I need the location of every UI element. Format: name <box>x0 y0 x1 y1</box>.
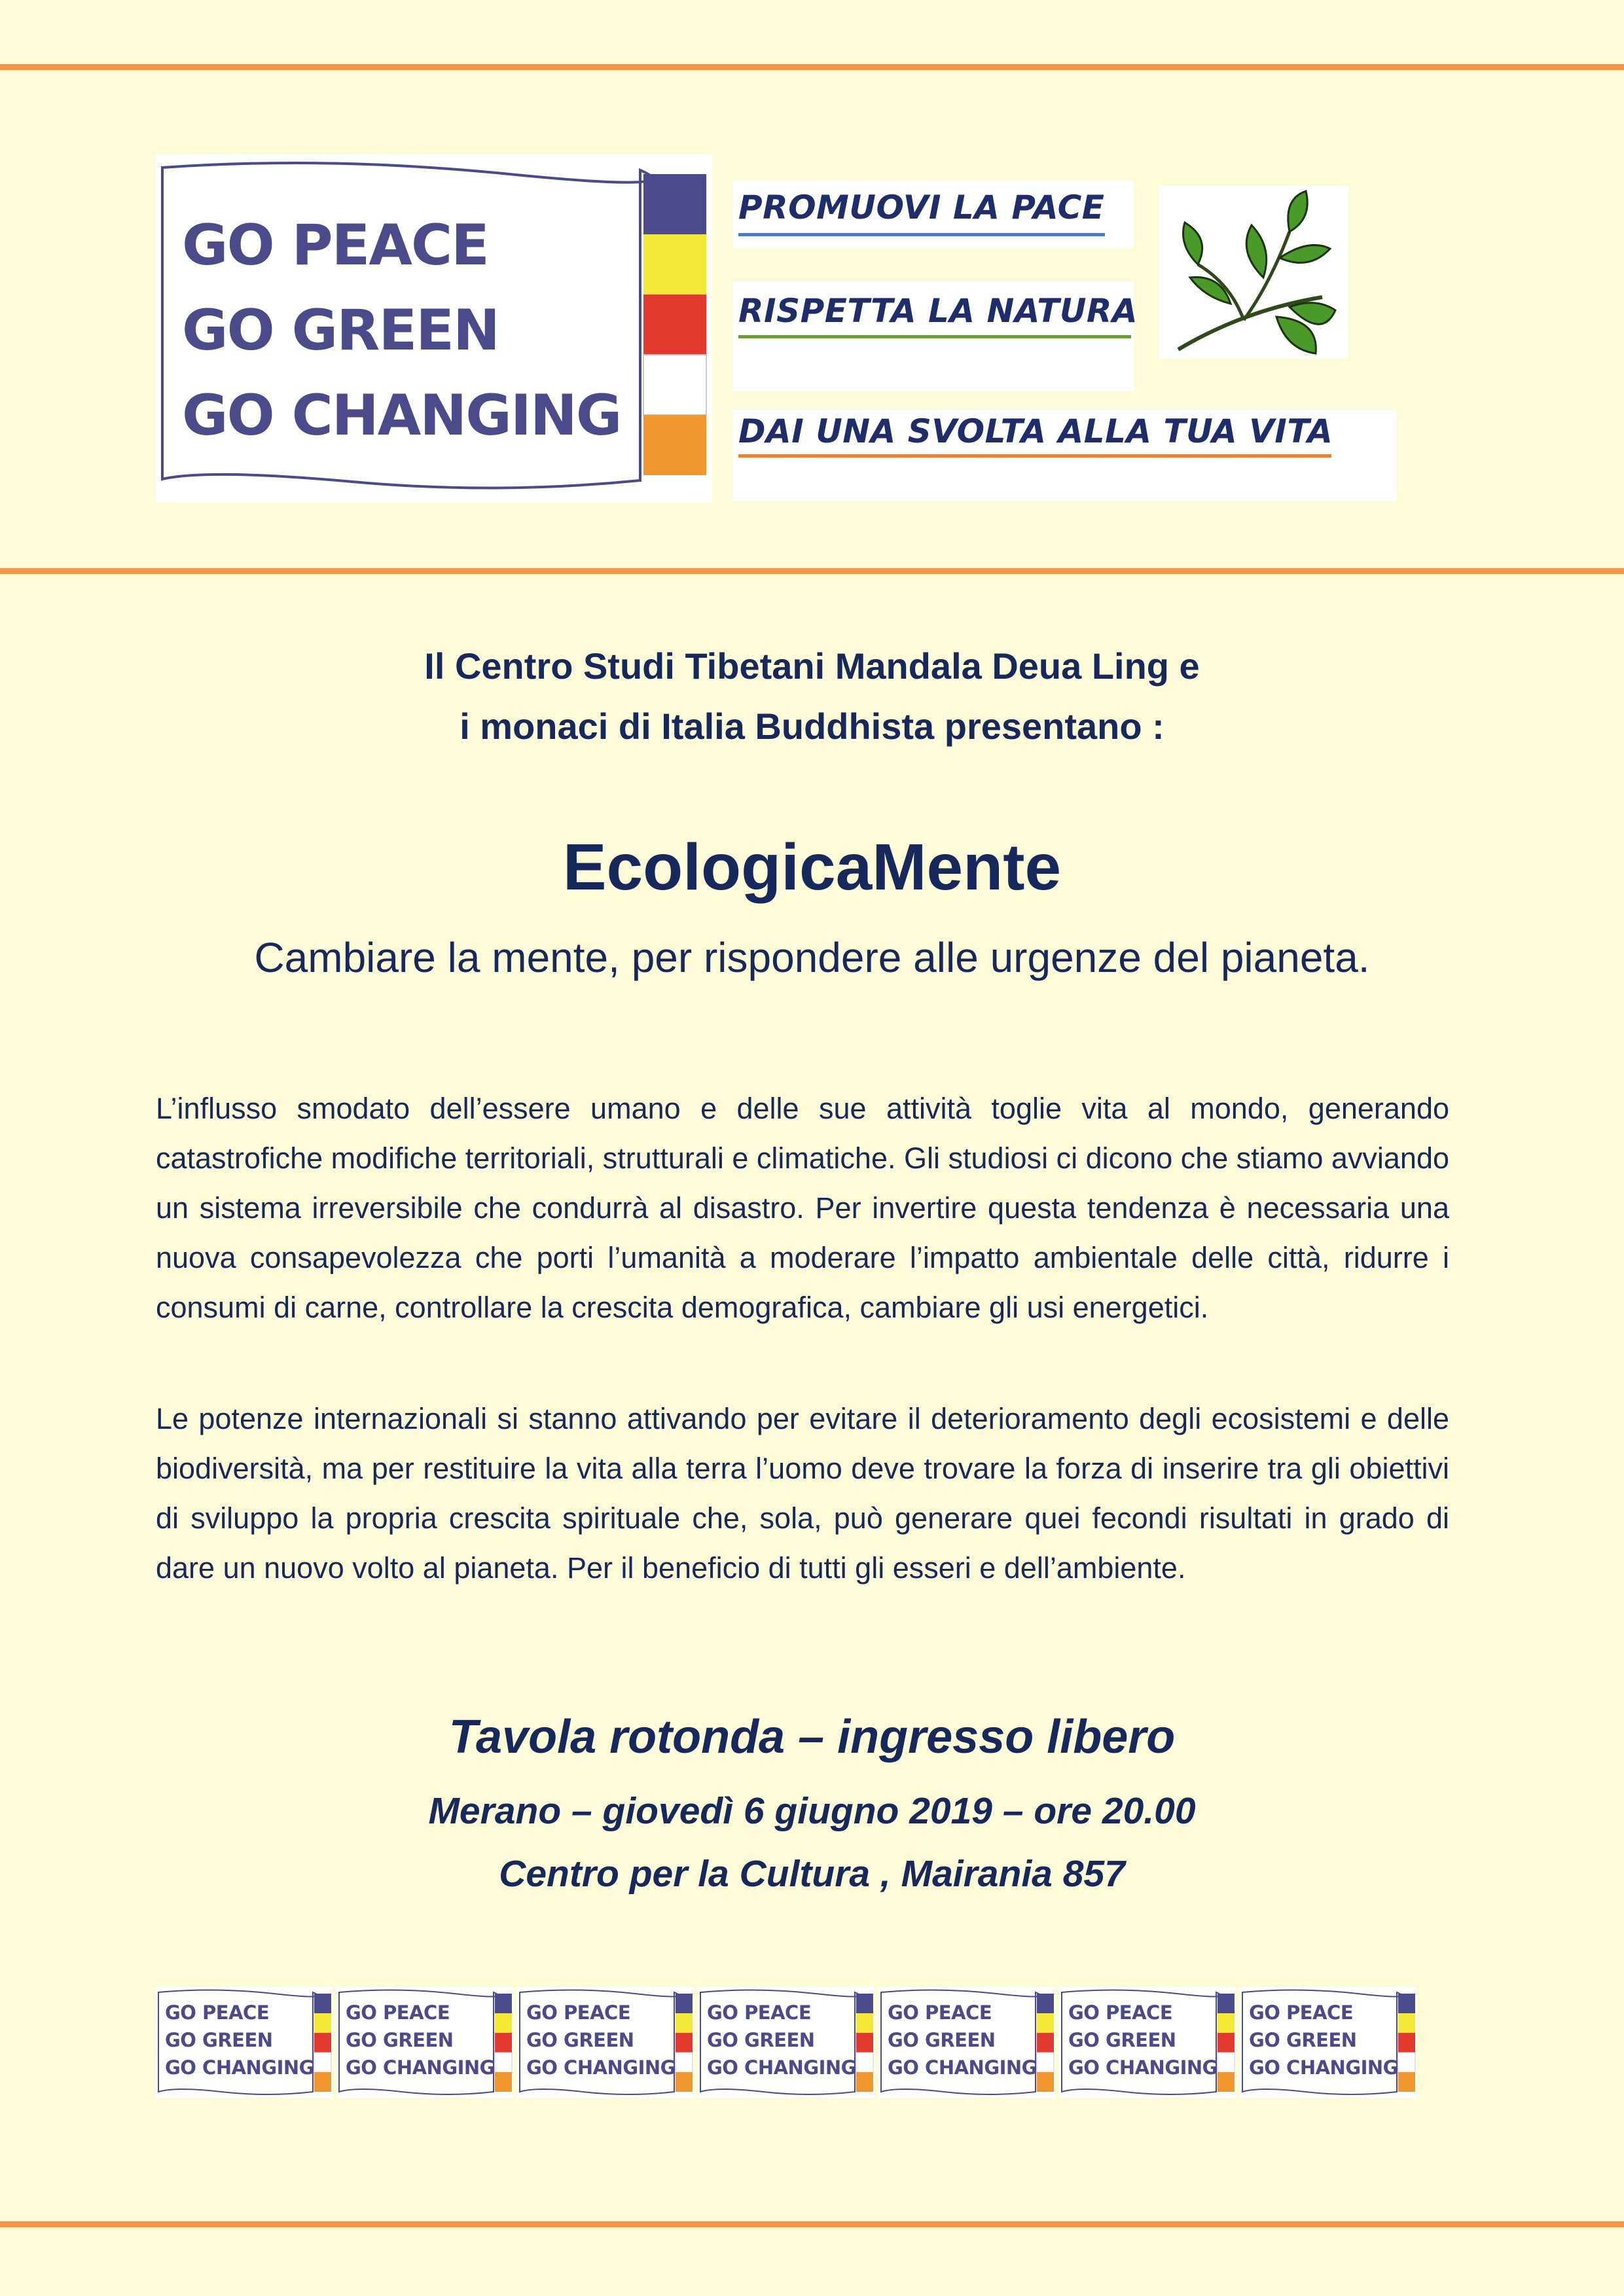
event-headline: Tavola rotonda – ingresso libero <box>448 1711 1176 1763</box>
page-subtitle: Cambiare la mente, per rispondere alle urgenze del pianeta. <box>254 934 1370 981</box>
mini-logo-line: GO CHANGING <box>1249 2056 1398 2079</box>
top-rule <box>0 64 1624 70</box>
mini-logo-line: GO GREEN <box>526 2029 634 2051</box>
mini-logo-line: GO GREEN <box>1249 2029 1357 2051</box>
slogan-life: DAI UNA SVOLTA ALLA TUA VITA <box>738 412 1333 450</box>
mini-logo <box>1240 1987 1416 2098</box>
mini-logo-line: GO PEACE <box>707 2001 812 2024</box>
mini-logo-line: GO PEACE <box>346 2001 450 2024</box>
mini-logo-line: GO CHANGING <box>526 2056 676 2079</box>
slogan-peace-underline <box>738 233 1105 236</box>
slogan-peace: PROMUOVI LA PACE <box>738 188 1105 226</box>
paragraph-1: L’influsso smodato dell’essere umano e delle sue attività toglie vita al mondo, generando catastrofiche modifiche territoriali, strutturali e climatiche. Gli studiosi ci dicono che stiamo avviando un sistema irreversibile che condurrà al disastro. Per invertire questa tendenza è necessaria una nuova consapevolezza che porti l’umanità a moderare l’impatto ambientale delle città, ridurre i consumi di carne, controllare la crescita demografica, cambiare gli usi energetici. <box>156 1092 1449 1324</box>
mini-logo-line: GO PEACE <box>888 2001 992 2024</box>
mini-logo-line: GO PEACE <box>165 2001 270 2024</box>
mini-logo-line: GO CHANGING <box>707 2056 856 2079</box>
mini-logo-line: GO GREEN <box>346 2029 454 2051</box>
header-rule <box>0 568 1624 574</box>
mini-logo-line: GO PEACE <box>1249 2001 1354 2024</box>
event-date: Merano – giovedì 6 giugno 2019 – ore 20.00 <box>428 1790 1196 1832</box>
mini-logo-line: GO GREEN <box>165 2029 273 2051</box>
mini-logo-line: GO CHANGING <box>165 2056 314 2079</box>
leaf-box <box>1159 186 1348 359</box>
olive-branch-icon <box>1159 186 1348 359</box>
logo-line-green: GO GREEN <box>182 298 499 363</box>
intro <box>0 636 1624 757</box>
mini-logo <box>698 1987 875 2098</box>
mini-logo-line: GO CHANGING <box>888 2056 1037 2079</box>
mini-logo <box>517 1987 694 2098</box>
logo-line-changing: GO CHANGING <box>182 383 621 448</box>
mini-logo-line: GO GREEN <box>1068 2029 1176 2051</box>
intro-line-2: i monaci di Italia Buddhista presentano : <box>460 706 1164 747</box>
mini-logo-line: GO GREEN <box>888 2029 996 2051</box>
slogan-life-underline <box>738 454 1331 457</box>
mini-logo-line: GO PEACE <box>1068 2001 1173 2024</box>
intro-line-1: Il Centro Studi Tibetani Mandala Deua Ling e <box>424 645 1200 687</box>
mini-logo-line: GO CHANGING <box>346 2056 495 2079</box>
slogan-nature: RISPETTA LA NATURA <box>738 292 1138 330</box>
event-venue: Centro per la Cultura , Mairania 857 <box>499 1853 1125 1895</box>
bottom-rule <box>0 2221 1624 2227</box>
slogan-nature-underline <box>738 335 1131 338</box>
mini-logo <box>1059 1987 1236 2098</box>
go-peace-logo <box>156 154 712 503</box>
mini-logo <box>336 1987 513 2098</box>
mini-logo-line: GO PEACE <box>526 2001 631 2024</box>
mini-logo <box>156 1987 333 2098</box>
mini-logo-line: GO CHANGING <box>1068 2056 1218 2079</box>
paragraph-2: Le potenze internazionali si stanno attivando per evitare il deterioramento degli ecosistemi e delle biodiversità, ma per restituire la vita alla terra l’uomo deve trovare la forza di inserire tra gli obiettivi di sviluppo la propria crescita spirituale che, sola, può generare quei fecondi risultati in grado di dare un nuovo volto al pianeta. Per il beneficio di tutti gli esseri e dell’ambiente. <box>156 1402 1449 1585</box>
mini-logo <box>878 1987 1055 2098</box>
mini-logo-line: GO GREEN <box>707 2029 815 2051</box>
logo-line-peace: GO PEACE <box>182 213 488 278</box>
page-title: EcologicaMente <box>562 831 1062 904</box>
